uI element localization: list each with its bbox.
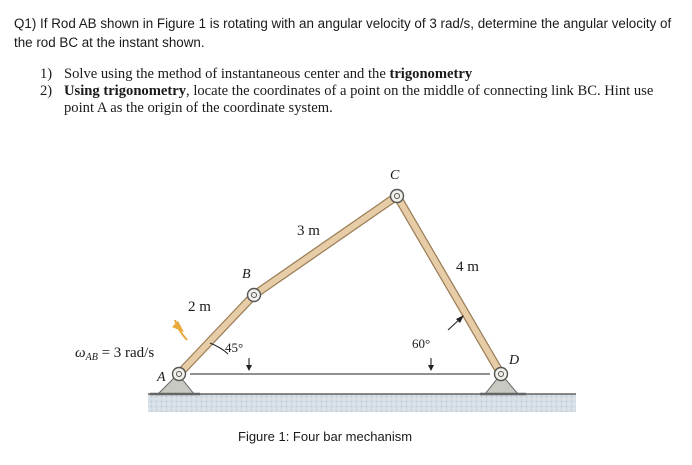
omega-subscript: AB [85,352,98,363]
task-text: Solve using the method of instantaneous center and the [64,66,390,82]
label-length-bc: 3 m [297,223,320,239]
pin-a [173,368,186,381]
label-point-d: D [509,353,520,368]
label-point-a: A [157,370,166,385]
task-text-bold: trigonometry [389,66,473,82]
task-number: 2) [40,83,53,99]
omega-value: = 3 rad/s [97,345,155,361]
pin-b [248,289,261,302]
label-point-b: B [242,267,251,282]
link-bc [254,196,397,295]
pin-c [391,190,404,203]
angular-velocity-arrow [172,320,187,340]
label-angle-60: 60° [412,336,431,351]
task-text: , locate the coordinates of a point on the middle of connecting link BC. Hint use point A as the origin of the coordinate system. [64,83,654,116]
question-text: Q1) If Rod AB shown in Figure 1 is rotating with an angular velocity of 3 rad/s, determine the angular velocity of the rod BC at the instant shown. [14,16,672,50]
omega-symbol: ω [75,345,86,361]
label-angle-45: 45° [225,340,244,355]
label-angular-velocity [75,345,154,363]
label-length-cd: 4 m [456,259,479,275]
ground-strip [148,394,576,412]
label-length-ab: 2 m [188,299,211,315]
label-point-c: C [390,168,400,183]
task-number: 1) [40,66,53,82]
task-text-bold: Using trigonometry [64,83,187,99]
figure-caption: Figure 1: Four bar mechanism [238,429,413,444]
angle-60-indicator [428,315,464,371]
pin-d [495,368,508,381]
